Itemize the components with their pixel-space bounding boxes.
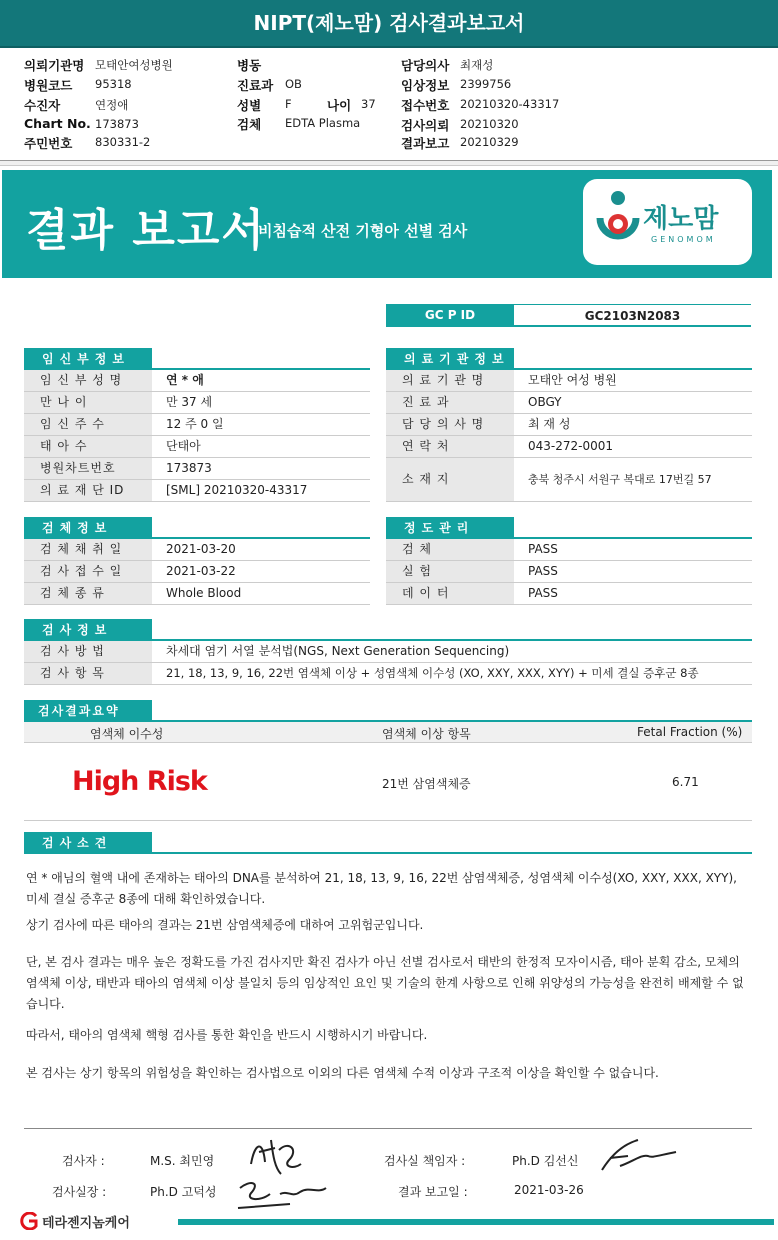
table-row: [24, 436, 370, 458]
table-row: [24, 561, 370, 583]
header-label: 진료과: [237, 78, 274, 93]
row-value: 043-272-0001: [528, 439, 614, 453]
row-key: 검 사 접 수 일: [24, 561, 152, 582]
tester-name: M.S. 최민영: [150, 1154, 215, 1168]
section-rule: [24, 852, 752, 854]
row-key: 연 락 처: [386, 436, 514, 457]
header-value: 연정애: [95, 98, 129, 112]
header-value: 최재성: [460, 58, 494, 72]
table-row: [24, 663, 752, 685]
header-value: 2399756: [460, 77, 512, 91]
row-key: 데 이 터: [386, 583, 514, 604]
gcpid-label: GC P ID: [386, 304, 514, 327]
header-value: 37: [361, 97, 376, 111]
summary-col-ff: Fetal Fraction (%): [637, 725, 743, 739]
header-separator: [0, 160, 778, 166]
table-row: [24, 370, 370, 392]
qc-info-heading: 정도관리: [386, 517, 514, 539]
header-label: Chart No.: [24, 116, 91, 131]
row-key: 검 사 항 목: [24, 663, 152, 684]
finding-paragraph: 단, 본 검사 결과는 매우 높은 정확도를 가진 검사지만 확진 검사가 아닌 선별 검사로서 태반의 한정적 모자이시즘, 태아 분획 감소, 모체의 염색체 이상, 태반과 태아의 염색체 이상 불일치 등의 임상적인 요인 및 기술의 한계 사항으로 인해 위양성의 가능성을 완전히 배제할 수 없습니다.: [26, 955, 744, 1011]
report-date-label: 결과 보고일 :: [398, 1185, 468, 1199]
risk-result: High Risk: [72, 766, 207, 797]
abnormality-item: 21번 삼염색체증: [382, 777, 471, 791]
row-key: 검 사 방 법: [24, 641, 152, 662]
row-value: PASS: [528, 542, 558, 556]
specimen-info-heading: 검체정보: [24, 517, 152, 539]
table-row: [24, 458, 370, 480]
fetal-fraction-value: 6.71: [672, 775, 699, 789]
findings-heading: 검사소견: [24, 832, 152, 854]
row-key: 검 체 종 류: [24, 583, 152, 604]
logo-name: 제노맘: [643, 204, 719, 234]
row-value: PASS: [528, 564, 558, 578]
table-row: [386, 414, 752, 436]
table-row: [24, 641, 752, 663]
genomom-emblem-icon: [594, 188, 642, 250]
header-value: 모태안여성병원: [95, 58, 173, 72]
row-value: 2021-03-22: [166, 564, 236, 578]
row-value: OBGY: [528, 395, 562, 409]
table-row: [24, 392, 370, 414]
row-value: Whole Blood: [166, 586, 242, 600]
row-value: 21, 18, 13, 9, 16, 22번 염색체 이상 + 성염색체 이수성 (XO, XXY, XXX, XYY) + 미세 결실 증후군 8종: [166, 666, 699, 680]
table-row: [24, 539, 370, 561]
tester-signature: [245, 1134, 305, 1178]
banner-subtitle: 비침습적 산전 기형아 선별 검사: [258, 222, 468, 240]
director-label: 검사실장 :: [52, 1185, 107, 1199]
header-label: 병동: [237, 58, 262, 73]
header-value: F: [285, 97, 292, 111]
row-key: 소 재 지: [386, 458, 514, 501]
row-key: 임 신 부 성 명: [24, 370, 152, 391]
row-value: PASS: [528, 586, 558, 600]
summary-heading: 검사결과요약: [24, 700, 152, 722]
row-key: 의 료 기 관 명: [386, 370, 514, 391]
row-value: 최 재 성: [528, 417, 571, 431]
header-label: 주민번호: [24, 136, 73, 151]
header-label: 성별: [237, 98, 262, 113]
divider: [24, 820, 752, 821]
lab-head-label: 검사실 책임자 :: [384, 1154, 466, 1168]
table-row: [386, 458, 752, 502]
summary-col-items: 염색체 이상 항목: [382, 727, 471, 741]
finding-paragraph: 상기 검사에 따른 태아의 결과는 21번 삼염색체증에 대하여 고위험군입니다.: [26, 918, 424, 932]
finding-paragraph: 본 검사는 상기 항목의 위험성을 확인하는 검사법으로 이외의 다른 염색체 수적 이상과 구조적 이상을 확인할 수 없습니다.: [26, 1066, 659, 1080]
table-row: [24, 480, 370, 502]
table-row: [24, 414, 370, 436]
tester-label: 검사자 :: [62, 1154, 105, 1168]
row-key: 태 아 수: [24, 436, 152, 457]
row-key: 실 험: [386, 561, 514, 582]
institution-info-heading: 의료기관정보: [386, 348, 514, 370]
table-row: [386, 436, 752, 458]
header-value: 20210329: [460, 135, 519, 149]
header-label: 의뢰기관명: [24, 58, 85, 73]
header-label: 병원코드: [24, 78, 73, 93]
header-value: OB: [285, 77, 302, 91]
report-title: NIPT(제노맘) 검사결과보고서: [0, 0, 778, 46]
pregnant-info-heading: 임신부정보: [24, 348, 152, 370]
table-row: [386, 370, 752, 392]
row-key: 담 당 의 사 명: [386, 414, 514, 435]
summary-col-aneuploidy: 염색체 이수성: [90, 727, 164, 741]
table-row: [386, 392, 752, 414]
row-key: 임 신 주 수: [24, 414, 152, 435]
test-info-heading: 검사정보: [24, 619, 152, 641]
lab-head-name: Ph.D 김선신: [512, 1154, 579, 1168]
row-key: 검 체: [386, 539, 514, 560]
header-value: 95318: [95, 77, 132, 91]
header-label: 나이: [327, 98, 352, 113]
row-key: 병원차트번호: [24, 458, 152, 479]
divider: [24, 1128, 752, 1129]
header-label: 결과보고: [401, 136, 450, 151]
row-value: 만 37 세: [166, 395, 213, 409]
report-date: 2021-03-26: [514, 1183, 584, 1197]
row-key: 의 료 재 단 ID: [24, 480, 152, 501]
title-underline: [0, 46, 778, 48]
row-key: 진 료 과: [386, 392, 514, 413]
header-label: 담당의사: [401, 58, 450, 73]
footer-brand: 테라젠지놈케어: [42, 1216, 130, 1231]
row-value: 차세대 염기 서열 분석법(NGS, Next Generation Sequencing): [166, 644, 510, 658]
banner-title: 결과 보고서: [26, 205, 266, 256]
row-key: 검 체 채 취 일: [24, 539, 152, 560]
table-row: [386, 583, 752, 605]
row-value: 충북 청주시 서원구 복대로 17번길 57: [528, 473, 712, 486]
director-name: Ph.D 고덕성: [150, 1185, 217, 1199]
row-key: 만 나 이: [24, 392, 152, 413]
row-value: 모태안 여성 병원: [528, 373, 617, 387]
header-label: 임상정보: [401, 78, 450, 93]
finding-paragraph: 연 * 애님의 혈액 내에 존재하는 태아의 DNA를 분석하여 21, 18, 13, 9, 16, 22번 삼염색체증, 성염색체 이수성(XO, XXY, XXX, XYY), 미세 결실 증후군 8종에 대해 확인하였습니다.: [26, 871, 737, 906]
terragen-logo-icon: [18, 1212, 40, 1230]
header-label: 수진자: [24, 98, 61, 113]
finding-paragraph: 따라서, 태아의 염색체 핵형 검사를 통한 확인을 반드시 시행하시기 바랍니다.: [26, 1028, 428, 1042]
header-value: EDTA Plasma: [285, 116, 361, 130]
header-label: 검체: [237, 117, 262, 132]
header-value: 20210320: [460, 117, 519, 131]
table-row: [386, 539, 752, 561]
lab-head-signature: [598, 1136, 680, 1176]
logo-subtext: GENOMOM: [651, 235, 716, 244]
row-value: 단태아: [166, 439, 201, 453]
header-value: 830331-2: [95, 135, 151, 149]
header-label: 접수번호: [401, 98, 450, 113]
table-row: [24, 583, 370, 605]
row-value: 173873: [166, 461, 212, 475]
director-signature: [230, 1174, 330, 1214]
gcpid-value: GC2103N2083: [514, 304, 751, 327]
header-value: 20210320-43317: [460, 97, 560, 111]
row-value: [SML] 20210320-43317: [166, 483, 308, 497]
table-row: [386, 561, 752, 583]
row-value: 12 주 0 일: [166, 417, 224, 431]
footer-bar: [178, 1219, 774, 1225]
row-value: 연 * 애: [166, 373, 204, 387]
header-label: 검사의뢰: [401, 118, 450, 133]
header-value: 173873: [95, 117, 139, 131]
row-value: 2021-03-20: [166, 542, 236, 556]
